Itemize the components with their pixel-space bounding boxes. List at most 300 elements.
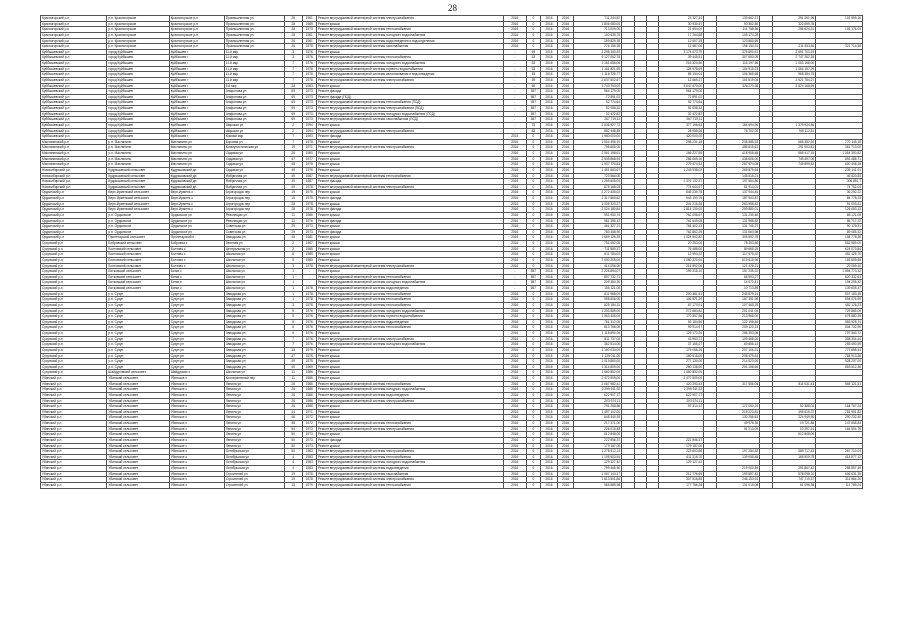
table-cell: р.п. Сузун	[107, 353, 169, 359]
table-cell: 2016	[541, 212, 558, 218]
table-cell: Ремонт крыши	[317, 235, 504, 241]
table-cell: 2016	[503, 302, 526, 308]
table-cell: р.п. Маслянино	[107, 156, 169, 162]
table-cell: 1 005 323,27	[574, 201, 622, 207]
table-cell: Ремонт крыши	[317, 190, 504, 196]
table-cell: Убинское с	[169, 443, 224, 449]
table-cell: 1973	[302, 100, 317, 106]
table-cell: 2016	[541, 482, 558, 488]
table-cell: 981 355,12	[574, 218, 622, 224]
table-cell: 2016	[557, 364, 574, 370]
table-cell: Ремонт внутридомовой инженерной системы холодного водоснабжения	[317, 32, 504, 38]
table-cell: Ремонт внутридомовой инженерной системы электроснабжения	[317, 184, 504, 190]
table-cell: 2016	[541, 392, 558, 398]
table-cell: Агафонова ул	[224, 106, 284, 112]
table-cell: 751 452,00	[574, 241, 622, 247]
table-cell: 1973	[302, 117, 317, 123]
table-cell: Красногорский р-н	[41, 21, 107, 27]
table-cell: 203 674,11	[574, 398, 622, 404]
table-cell: р.п. Маслянино	[107, 162, 169, 168]
table-cell: 145 515,21	[716, 173, 760, 179]
table-cell: 45	[284, 235, 302, 241]
table-cell: 11	[284, 212, 302, 218]
table-cell: Убинское с	[169, 409, 224, 415]
table-cell: 2016	[557, 100, 574, 106]
table-cell: Ремонт фасада	[317, 218, 504, 224]
table-cell: 781 951,82	[816, 409, 863, 415]
table-cell: Сузун рп	[169, 314, 224, 320]
table-cell: 943 190,75	[659, 196, 704, 202]
table-cell: 47	[284, 156, 302, 162]
table-cell: Ремонт внутридомовой инженерной системы электроснабжения	[317, 77, 504, 83]
table-cell: 2016	[541, 224, 558, 230]
table-cell: 1 594 773,42	[816, 269, 863, 275]
table-cell: Заводская ул	[224, 331, 284, 337]
table-cell: Новосибирский р-н	[41, 167, 107, 173]
table-cell: 1 019 860,00	[574, 359, 622, 365]
table-cell: 2016	[557, 167, 574, 173]
table-cell: Заводская ул	[224, 359, 284, 365]
table-cell: 557	[526, 89, 541, 95]
table-cell: 2016	[503, 139, 526, 145]
table-cell: Сузунский р-н	[41, 308, 107, 314]
table-cell: 2016	[557, 128, 574, 134]
table-cell: Болтово с	[169, 263, 224, 269]
table-cell: 126 053,13	[816, 207, 863, 213]
table-cell: 46	[284, 415, 302, 421]
table-cell: 557	[526, 269, 541, 275]
table-cell: 1973	[302, 437, 317, 443]
table-cell: город Куйбышев	[107, 94, 169, 100]
table-cell: Ремонт крыши	[317, 269, 504, 275]
table-cell: 2016	[557, 77, 574, 83]
table-cell: Агрогородок пер	[224, 201, 284, 207]
table-cell: Куйбышевский р-н	[41, 100, 107, 106]
table-cell: 968 384,75	[772, 72, 816, 78]
table-cell: 606 631,35	[816, 471, 863, 477]
table-cell: 2016	[503, 184, 526, 190]
table-cell: 1978	[302, 297, 317, 303]
table-cell: 10 713,89	[716, 286, 760, 292]
table-cell: 1976	[302, 319, 317, 325]
table-cell: 1 669 126,39	[574, 235, 622, 241]
table-cell: 2016	[541, 432, 558, 438]
table-cell: р.п. Сузун	[107, 291, 169, 297]
table-cell: 762 096,67	[659, 212, 704, 218]
table-cell: Промышленная ул.	[224, 21, 284, 27]
table-cell: 5	[284, 257, 302, 263]
table-cell: 131 663,98	[716, 229, 760, 235]
table-cell: 1	[284, 280, 302, 286]
table-cell: 0	[526, 162, 541, 168]
table-cell: город Куйбышев	[107, 117, 169, 123]
table-cell: 2	[284, 241, 302, 247]
table-cell: 1 053 168,00	[772, 61, 816, 67]
table-cell: 1983	[302, 454, 317, 460]
table-cell: 2016	[503, 38, 526, 44]
table-cell: 1976	[302, 308, 317, 314]
table-cell: 2016	[541, 421, 558, 427]
table-cell: Красногорское р-н	[169, 21, 224, 27]
table-cell: 0	[526, 437, 541, 443]
table-cell: 481 425,70	[816, 252, 863, 258]
table-cell: Убинский сельсовет	[107, 466, 169, 472]
table-cell: 108 778,36	[816, 235, 863, 241]
table-cell: 745 497,09	[772, 156, 816, 162]
table-cell: 78 702,00	[716, 128, 760, 134]
table-cell: Садовая ул	[224, 151, 284, 157]
table-cell: 26	[284, 151, 302, 157]
table-cell: 307 653,09	[716, 55, 760, 61]
table-cell: 97 314,12	[659, 404, 704, 410]
table-cell: Куйбышевский р-н	[41, 77, 107, 83]
table-cell: 2016	[503, 353, 526, 359]
table-cell: Заводская ул	[224, 308, 284, 314]
table-cell: 528 207,00	[816, 359, 863, 365]
table-cell: 2016	[503, 471, 526, 477]
table-cell: 49	[284, 173, 302, 179]
table-cell: 179 187,00	[574, 443, 622, 449]
table-cell: Ремонт крыши	[317, 139, 504, 145]
table-cell: Новосибирский р-н	[41, 179, 107, 185]
table-cell: Новосибирский р-н	[41, 184, 107, 190]
table-cell: р.п. Маслянино	[107, 151, 169, 157]
table-cell: 216 892,00	[659, 263, 704, 269]
table-cell: 0	[526, 201, 541, 207]
table-cell: город Куйбышев	[107, 100, 169, 106]
table-cell: Убинское с	[169, 460, 224, 466]
table-cell: 224 949,90	[772, 415, 816, 421]
table-cell: Куйбышев г	[169, 94, 224, 100]
page-number: 28	[448, 3, 457, 13]
table-cell: Ремонт крыши	[317, 443, 504, 449]
table-cell: 1986	[302, 387, 317, 393]
table-cell: 0	[526, 134, 541, 140]
table-cell: 26	[284, 404, 302, 410]
table-cell: Убинский р-н	[41, 376, 107, 382]
table-cell: 652 989,00	[816, 241, 863, 247]
table-cell: Ордынский р-н	[41, 207, 107, 213]
table-cell: Ремонт фасада	[317, 179, 504, 185]
table-cell: 2016	[503, 291, 526, 297]
table-cell: 235 141,91	[816, 167, 863, 173]
table-cell: 2016	[557, 443, 574, 449]
table-cell: Убинское с	[169, 415, 224, 421]
table-cell: 0	[526, 173, 541, 179]
table-cell: Убинское с	[169, 471, 224, 477]
table-cell: 2 036 927,72	[574, 122, 622, 128]
table-cell: 2016	[503, 364, 526, 370]
table-cell: Кудряшовский дп	[169, 167, 224, 173]
table-cell: 9 127 062,78	[574, 55, 622, 61]
table-cell: Ремонт внутридомовой инженерной системы теплоснабжения	[317, 482, 504, 488]
table-cell: 0	[526, 353, 541, 359]
table-cell: Сузунский р-н	[41, 241, 107, 247]
table-cell: 2 472 509,00	[574, 376, 622, 382]
table-cell: 723 566,00	[574, 173, 622, 179]
table-cell: 2016	[557, 61, 574, 67]
table-cell: Ремонт внутридомовой инженерной системы электроснабжения (ПСД)	[317, 106, 504, 112]
table-cell: Ленина ул	[224, 387, 284, 393]
table-cell: Кудряшовский сельсовет	[107, 184, 169, 190]
table-cell: 964 179,00	[574, 89, 622, 95]
table-cell: 7	[284, 336, 302, 342]
table-cell: р.п. Сузун	[107, 331, 169, 337]
table-cell: 3	[284, 55, 302, 61]
table-cell: 11	[284, 370, 302, 376]
table-cell: Октябрьская ул	[224, 460, 284, 466]
table-cell: 17 264,88	[659, 32, 704, 38]
table-cell: 1973	[302, 224, 317, 230]
table-cell: 166 227,55	[659, 151, 704, 157]
table-cell: -	[503, 269, 526, 275]
table-cell: 131 239,48	[716, 212, 760, 218]
table-cell: Ремонт крыши	[317, 404, 504, 410]
table-cell: р.п. Красногорское	[107, 27, 169, 33]
table-cell: 3 647 473,00	[659, 83, 704, 89]
table-cell: Ремонт крыши	[317, 224, 504, 230]
table-cell: Битки с	[169, 269, 224, 275]
table-cell: 1986	[302, 370, 317, 376]
table-cell: -	[503, 89, 526, 95]
table-cell: 1983	[302, 83, 317, 89]
table-cell: р.п. Ордынское	[107, 224, 169, 230]
table-cell: Ремонт крыши	[317, 167, 504, 173]
table-cell: 2016	[541, 55, 558, 61]
table-cell: Заводская ул	[224, 314, 284, 320]
table-cell: 2016	[557, 55, 574, 61]
table-cell: 2016	[503, 207, 526, 213]
table-cell: р.п. Сузун	[107, 319, 169, 325]
table-cell: Ремонт внутридомовой инженерной системы газоснабжения (ПСД)	[317, 117, 504, 123]
table-cell: 2016	[503, 196, 526, 202]
table-cell: 177 756,28	[659, 482, 704, 488]
table-cell: 213 968,00	[716, 314, 760, 320]
table-cell: 1	[284, 274, 302, 280]
table-cell: 2016	[557, 218, 574, 224]
table-cell: 36 292,22	[816, 190, 863, 196]
table-cell: 2016	[541, 342, 558, 348]
table-cell: 1 105 503,94	[574, 454, 622, 460]
table-cell: Маслянинский р-н	[41, 156, 107, 162]
table-cell: 2016	[541, 49, 558, 55]
table-cell: 2016	[503, 426, 526, 432]
table-cell: 645 440,93	[574, 415, 622, 421]
table-cell: Куйбышев г	[169, 83, 224, 89]
table-cell: 2016	[503, 342, 526, 348]
table-cell: город Куйбышев	[107, 72, 169, 78]
table-cell: 90 179,31	[816, 224, 863, 230]
table-cell: Маслянино рп	[169, 151, 224, 157]
table-cell: город Куйбышев	[107, 128, 169, 134]
table-cell: 1986	[302, 212, 317, 218]
table-cell: р.п. Ордынское	[107, 212, 169, 218]
table-cell: 321 714,56	[816, 44, 863, 50]
table-cell: Ремонт внутридомовой инженерной системы теплоснабжения	[317, 381, 504, 387]
table-cell: 882 448,55	[574, 128, 622, 134]
table-cell: 223 803,86	[659, 449, 704, 455]
table-cell: 0	[526, 44, 541, 50]
table-cell: Убинский р-н	[41, 477, 107, 483]
table-cell: Убинский сельсовет	[107, 387, 169, 393]
table-cell: 47	[284, 353, 302, 359]
table-cell: 774 644,97	[659, 184, 704, 190]
table-cell: -	[503, 128, 526, 134]
table-cell: 0	[526, 184, 541, 190]
table-cell: 2016	[557, 32, 574, 38]
table-cell: 2016	[557, 381, 574, 387]
table-cell: 495 616,37	[772, 409, 816, 415]
table-cell: 0	[526, 387, 541, 393]
table-cell: Бобровка с	[169, 241, 224, 247]
table-cell: 69	[284, 94, 302, 100]
table-cell: 2 226 894,07	[574, 269, 622, 275]
table-cell: 0	[526, 145, 541, 151]
table-cell: 1986	[302, 398, 317, 404]
table-cell: -	[302, 274, 317, 280]
table-cell: 187 943,87	[716, 196, 760, 202]
table-cell: 183 609,65	[816, 257, 863, 263]
table-cell: 2016	[541, 246, 558, 252]
table-cell: 2016	[541, 229, 558, 235]
table-cell: 164 504,78	[816, 426, 863, 432]
table-cell: 2016	[557, 314, 574, 320]
table-cell: 290 232,40	[816, 415, 863, 421]
table-cell: Куйбышевский р-н	[41, 55, 107, 61]
table-cell: 2016	[503, 201, 526, 207]
table-cell: Ремонт крыши	[317, 122, 504, 128]
table-cell: Ремонт внутридомовой инженерной системы холодного водоснабжения	[317, 61, 504, 67]
table-cell: 5-й мкр	[224, 83, 284, 89]
table-cell: Убинский р-н	[41, 449, 107, 455]
table-cell: Ремонт крыши	[317, 252, 504, 258]
table-cell: 89 665,29	[716, 246, 760, 252]
table-cell: 2016	[503, 432, 526, 438]
table-cell: 1 379 934,56	[772, 122, 816, 128]
table-cell: Маслянино рп	[169, 139, 224, 145]
table-cell: 2016	[541, 364, 558, 370]
table-cell: 7	[284, 342, 302, 348]
table-cell: 1978	[302, 477, 317, 483]
table-cell: 1978	[302, 44, 317, 50]
table-cell: Ремонт крыши	[317, 432, 504, 438]
table-cell: Ремонт внутридомовой инженерной системы теплоснабжения	[317, 173, 504, 179]
table-cell: 1975	[302, 190, 317, 196]
table-cell: 0	[526, 460, 541, 466]
table-cell: 1 203 589,00	[574, 308, 622, 314]
table-cell: 0	[526, 229, 541, 235]
table-cell: 67 170,91	[659, 302, 704, 308]
table-cell: 215 223,81	[716, 409, 760, 415]
table-cell: 1978	[302, 286, 317, 292]
table-cell: 1985	[302, 246, 317, 252]
table-cell: 2016	[557, 466, 574, 472]
table-cell: 420 293,43	[659, 381, 704, 387]
table-cell: 2016	[557, 432, 574, 438]
table-cell: 1 314 809,00	[574, 364, 622, 370]
table-cell: 19	[284, 190, 302, 196]
table-cell: Убинский р-н	[41, 482, 107, 488]
table-cell: 123 860,69	[716, 38, 760, 44]
table-cell: 557	[526, 274, 541, 280]
table-cell: 0	[526, 381, 541, 387]
table-cell: Куйбышев г	[169, 49, 224, 55]
table-cell: Ремонт крыши	[317, 156, 504, 162]
table-cell: 2016	[503, 482, 526, 488]
table-cell: 2 472 509,00	[659, 376, 704, 382]
table-cell: 26	[284, 392, 302, 398]
table-cell: 0	[526, 179, 541, 185]
table-cell: Кудряшовский сельсовет	[107, 179, 169, 185]
table-cell: 267 719,11	[659, 117, 704, 123]
table-cell: Убинское с	[169, 387, 224, 393]
table-cell: Ремонт внутридомовой инженерной системы теплоснабжения	[317, 302, 504, 308]
table-cell: 30 930,57	[659, 21, 704, 27]
table-cell: 85 154,04	[659, 72, 704, 78]
table-cell: 414 096,00	[574, 263, 622, 269]
table-cell: 0	[526, 432, 541, 438]
table-cell: 578 098,10	[772, 471, 816, 477]
table-cell: 845 239,75	[659, 190, 704, 196]
table-cell: 122 198,46	[716, 319, 760, 325]
table-cell: 286 353,08	[716, 331, 760, 337]
table-cell: Убинский р-н	[41, 381, 107, 387]
table-cell: Кудряшовский сельсовет	[107, 167, 169, 173]
table-cell: Сузунский р-н	[41, 314, 107, 320]
table-cell: Ремонт фасада	[317, 207, 504, 213]
table-cell: Убинский р-н	[41, 432, 107, 438]
table-cell: Пролетарский сельсовет	[107, 235, 169, 241]
table-cell: 1993	[302, 134, 317, 140]
table-cell: 1976	[302, 342, 317, 348]
table-cell: 29	[284, 229, 302, 235]
table-cell: Болтовский сельсовет	[107, 263, 169, 269]
table-cell: 0	[526, 151, 541, 157]
table-cell: 2016	[541, 162, 558, 168]
table-cell: 2 637 502,67	[574, 77, 622, 83]
table-cell: Красногорский р-н	[41, 44, 107, 50]
table-cell: Школьная ул	[224, 370, 284, 376]
table-cell: 2	[284, 122, 302, 128]
table-cell: Сузунский р-н	[41, 257, 107, 263]
table-cell: 1 116 725,77	[574, 72, 622, 78]
table-cell: 1 269 605,00	[574, 179, 622, 185]
table-cell: 2016	[541, 387, 558, 393]
table-cell: Заводская ул	[224, 347, 284, 353]
table-cell: 2016	[557, 190, 574, 196]
table-cell: Ремонт внутридомовой инженерной системы теплоснабжения	[317, 291, 504, 297]
table-cell: 2016	[541, 44, 558, 50]
table-cell: 19	[284, 145, 302, 151]
table-cell: Битки с	[169, 280, 224, 286]
table-cell: Сузунский р-н	[41, 297, 107, 303]
table-cell: Ремонт внутридомовой инженерной системы теплоснабжения (ПСД)	[317, 100, 504, 106]
table-cell: р.п. Сузун	[107, 364, 169, 370]
table-cell: 246 153,91	[716, 477, 760, 483]
table-cell: Школьная ул	[224, 257, 284, 263]
table-cell: Убинский р-н	[41, 392, 107, 398]
table-cell: р.п. Красногорское	[107, 32, 169, 38]
table-cell: 1994	[302, 122, 317, 128]
table-cell: 111 789,24	[816, 482, 863, 488]
table-cell: 2016	[503, 235, 526, 241]
table-cell: Ленина ул	[224, 421, 284, 427]
table-cell: 2016	[503, 151, 526, 157]
table-cell: 83	[526, 128, 541, 134]
table-cell: 0	[526, 404, 541, 410]
table-cell: 2016	[557, 83, 574, 89]
table-cell: 0	[526, 364, 541, 370]
